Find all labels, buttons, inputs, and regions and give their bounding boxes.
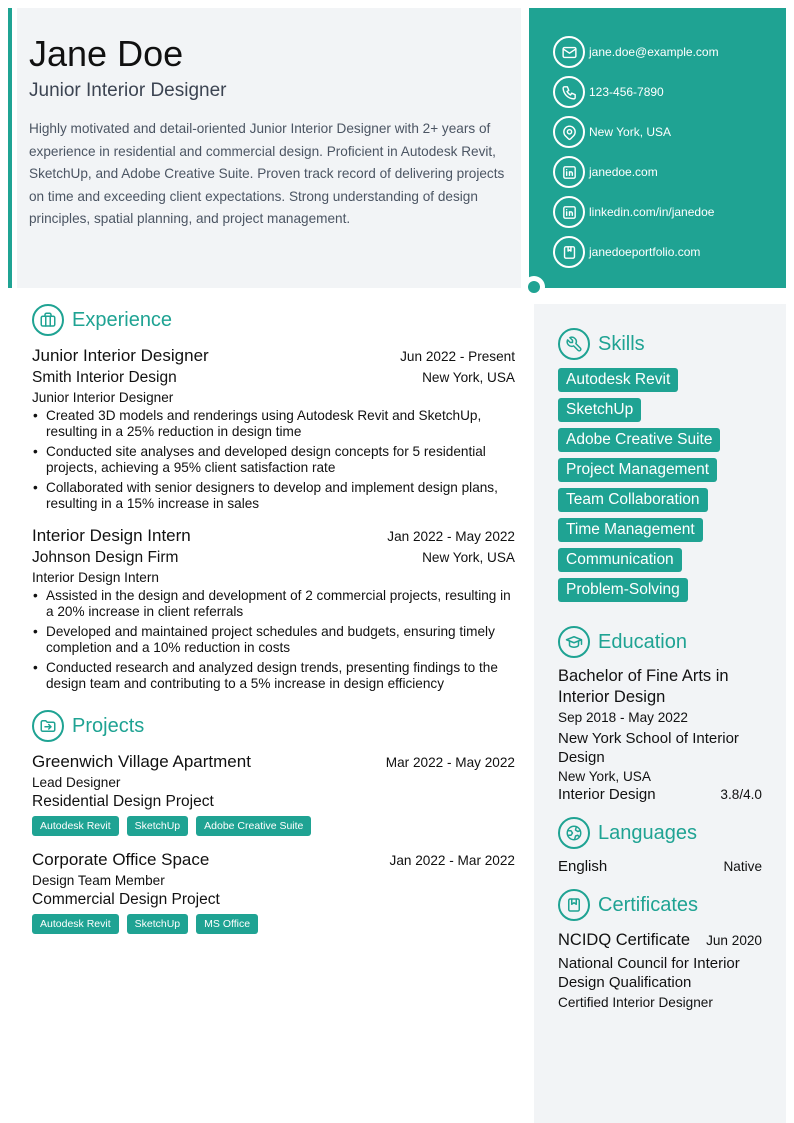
certificate-icon bbox=[558, 889, 590, 921]
project-tag: SketchUp bbox=[127, 914, 189, 934]
project-entry bbox=[32, 752, 515, 836]
education-school: New York School of Interior Design bbox=[558, 730, 739, 766]
folder-icon bbox=[32, 710, 64, 742]
certificate-description: Certified Interior Designer bbox=[558, 995, 713, 1010]
project-date: Mar 2022 - May 2022 bbox=[385, 755, 515, 770]
main-column bbox=[32, 304, 515, 934]
project-tag: SketchUp bbox=[127, 816, 189, 836]
project-tag: MS Office bbox=[196, 914, 258, 934]
contact-website[interactable] bbox=[553, 152, 786, 192]
bullet-item: • Collaborated with senior designers to develop and implement design plans, resulting in a 15% increase in sales bbox=[32, 480, 515, 512]
certificate-name: NCIDQ Certificate bbox=[558, 931, 691, 949]
projects-title: Projects bbox=[72, 714, 145, 737]
project-tags bbox=[32, 816, 515, 836]
contact-email[interactable] bbox=[553, 32, 786, 72]
education-degree: Bachelor of Fine Arts in Interior Design bbox=[558, 667, 729, 706]
contact-phone[interactable] bbox=[553, 72, 786, 112]
project-role: Design Team Member bbox=[32, 873, 165, 888]
experience-heading bbox=[32, 304, 515, 336]
contact-portfolio-text: janedoeportfolio.com bbox=[589, 245, 701, 259]
experience-location: New York, USA bbox=[422, 550, 515, 565]
location-pin-icon bbox=[553, 116, 585, 148]
languages-heading bbox=[558, 817, 762, 849]
sidebar bbox=[534, 304, 786, 1123]
bullet-item: • Conducted site analyses and developed design concepts for 5 residential projects, achieving a 95% client satisfaction rate bbox=[32, 444, 515, 476]
certificate-date: Jun 2020 bbox=[706, 933, 762, 948]
education-gpa: 3.8/4.0 bbox=[720, 787, 762, 802]
mail-icon bbox=[553, 36, 585, 68]
experience-entry bbox=[32, 526, 515, 692]
project-tag: Adobe Creative Suite bbox=[196, 816, 311, 836]
portfolio-icon bbox=[553, 236, 585, 268]
candidate-name: Jane Doe bbox=[29, 33, 184, 74]
project-type: Residential Design Project bbox=[32, 793, 214, 810]
briefcase-icon bbox=[32, 304, 64, 336]
project-title: Greenwich Village Apartment bbox=[32, 752, 251, 771]
phone-icon bbox=[553, 76, 585, 108]
experience-date: Jan 2022 - May 2022 bbox=[387, 529, 515, 544]
graduation-cap-icon bbox=[558, 626, 590, 658]
skill-tag: Project Management bbox=[558, 458, 717, 482]
experience-job-title: Junior Interior Designer bbox=[32, 346, 209, 365]
contact-location bbox=[553, 112, 786, 152]
language-name: English bbox=[558, 858, 608, 875]
experience-title: Experience bbox=[72, 308, 173, 331]
bullet-item: • Created 3D models and renderings using Autodesk Revit and SketchUp, resulting in a 25% reduction in design time bbox=[32, 408, 515, 440]
linkedin-icon bbox=[553, 196, 585, 228]
project-role: Lead Designer bbox=[32, 775, 121, 790]
project-tags bbox=[32, 914, 515, 934]
contact-linkedin-text: linkedin.com/in/janedoe bbox=[589, 205, 715, 219]
skill-tag: Time Management bbox=[558, 518, 703, 542]
certificates-heading bbox=[558, 889, 762, 921]
experience-role: Interior Design Intern bbox=[32, 570, 159, 585]
experience-company: Smith Interior Design bbox=[32, 369, 177, 386]
certificates-title: Certificates bbox=[598, 893, 699, 916]
education-heading bbox=[558, 626, 762, 658]
languages-title: Languages bbox=[598, 821, 697, 844]
education-date: Sep 2018 - May 2022 bbox=[558, 710, 688, 725]
skill-tag: Team Collaboration bbox=[558, 488, 708, 512]
contact-panel bbox=[529, 8, 786, 288]
education-location: New York, USA bbox=[558, 769, 651, 784]
contact-portfolio[interactable] bbox=[553, 232, 786, 272]
header-panel bbox=[17, 8, 521, 288]
project-tag: Autodesk Revit bbox=[32, 816, 119, 836]
certificate-issuer: National Council for Interior Design Qualification bbox=[558, 955, 740, 991]
experience-role: Junior Interior Designer bbox=[32, 390, 174, 405]
experience-date: Jun 2022 - Present bbox=[400, 349, 515, 364]
experience-location: New York, USA bbox=[422, 370, 515, 385]
project-tag: Autodesk Revit bbox=[32, 914, 119, 934]
certificate-item bbox=[558, 931, 762, 950]
skills-heading bbox=[558, 328, 762, 360]
globe-icon bbox=[558, 817, 590, 849]
skill-tag: Communication bbox=[558, 548, 682, 572]
bullet-item: • Developed and maintained project schedules and budgets, ensuring timely completion and a 10% reduction in costs bbox=[32, 624, 515, 656]
contact-location-text: New York, USA bbox=[589, 125, 672, 139]
project-entry bbox=[32, 850, 515, 934]
experience-bullets bbox=[32, 588, 515, 692]
skill-tag: Adobe Creative Suite bbox=[558, 428, 720, 452]
candidate-title: Junior Interior Designer bbox=[29, 80, 227, 101]
experience-job-title: Interior Design Intern bbox=[32, 526, 191, 545]
header-notch-dot bbox=[528, 281, 540, 293]
skill-tag: Autodesk Revit bbox=[558, 368, 678, 392]
contact-phone-text: 123-456-7890 bbox=[589, 85, 664, 99]
experience-company: Johnson Design Firm bbox=[32, 549, 179, 566]
wrench-icon bbox=[558, 328, 590, 360]
skill-tag: SketchUp bbox=[558, 398, 641, 422]
language-item bbox=[558, 858, 762, 875]
skills-title: Skills bbox=[598, 332, 645, 355]
contact-email-text: jane.doe@example.com bbox=[589, 45, 719, 59]
contact-website-text: janedoe.com bbox=[589, 165, 658, 179]
project-title: Corporate Office Space bbox=[32, 850, 210, 869]
skills-list bbox=[558, 368, 762, 608]
bullet-item: • Conducted research and analyzed design trends, presenting findings to the design team and contributing to a 5% increase in design efficiency bbox=[32, 660, 515, 692]
projects-heading bbox=[32, 710, 515, 742]
contact-linkedin[interactable] bbox=[553, 192, 786, 232]
project-date: Jan 2022 - Mar 2022 bbox=[389, 853, 515, 868]
education-title: Education bbox=[598, 630, 687, 653]
summary: Highly motivated and detail-oriented Junior Interior Designer with 2+ years of experience in residential and commercial design. Proficient in Autodesk Revit, SketchUp, and Adobe Creative Suite. Proven track record of delivering projects on time and exceeding client expectations. Strong understanding of design principles, spatial planning, and project management. bbox=[29, 121, 505, 226]
education-field: Interior Design bbox=[558, 786, 656, 803]
skill-tag: Problem-Solving bbox=[558, 578, 688, 602]
accent-bar bbox=[8, 8, 12, 288]
bullet-item: • Assisted in the design and development of 2 commercial projects, resulting in a 20% increase in client referrals bbox=[32, 588, 515, 620]
experience-entry bbox=[32, 346, 515, 512]
language-level: Native bbox=[723, 859, 762, 874]
linkedin-icon bbox=[553, 156, 585, 188]
project-type: Commercial Design Project bbox=[32, 891, 220, 908]
experience-bullets bbox=[32, 408, 515, 512]
